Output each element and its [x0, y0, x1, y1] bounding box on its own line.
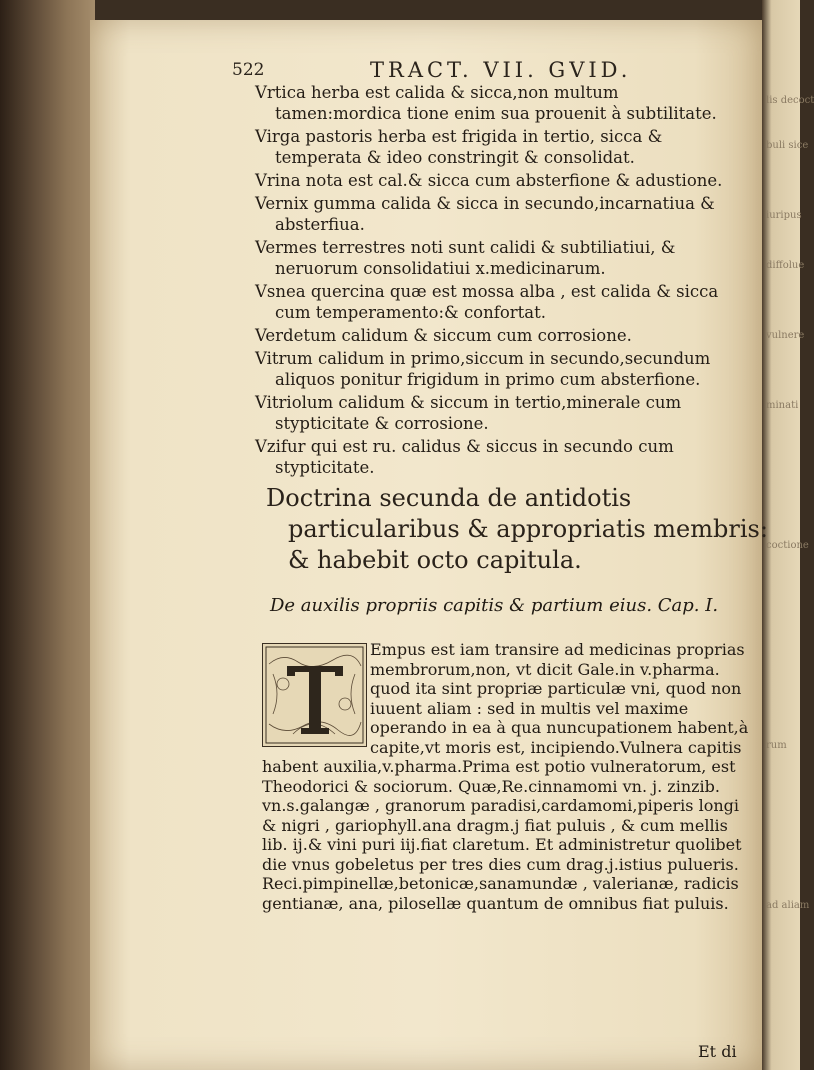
entry-verdetum: Verdetum calidum & siccum cum corrosione.	[255, 326, 632, 345]
entry-list	[255, 82, 750, 480]
catchword: Et di	[698, 1042, 737, 1061]
entry-usnea: Vsnea quercina quæ est mossa alba , est calida & sicca cum temperamento:& confortat.	[255, 282, 719, 322]
entry-urina: Vrina nota est cal.& sicca cum absterfione & adustione.	[255, 171, 723, 190]
facing-page-edge: lis decoct buli sice iuripus diffolue vulnere minati coctione rum ad aliam	[762, 0, 800, 1070]
section-heading: Doctrina secunda de antidotis particularibus & appropriatis membris: & habebit octo capitula.	[266, 484, 768, 574]
entry-vitrum: Vitrum calidum in primo,siccum in secundo,secundum aliquos ponitur frigidum in primo cum absterfione.	[255, 349, 711, 389]
entry-vitriolum: Vitriolum calidum & siccum in tertio,minerale cum stypticitate & corrosione.	[255, 393, 682, 433]
entry-uzifur: Vzifur qui est ru. calidus & siccus in secundo cum stypticitate.	[255, 437, 674, 477]
book-binding	[0, 0, 95, 1070]
entry-urtica: Vrtica herba est calida & sicca,non multum tamen:mordica tione enim sua prouenit à subtilitate.	[255, 83, 717, 123]
initial-space	[262, 640, 370, 744]
page-number: 522	[232, 60, 265, 80]
entry-vernix: Vernix gumma calida & sicca in secundo,incarnatiua & absterfiua.	[255, 194, 715, 234]
entry-virga-pastoris: Virga pastoris herba est frigida in tertio, sicca & temperata & ideo constringit & consolidat.	[255, 127, 663, 167]
chapter-title: De auxilis propriis capitis & partium eius. Cap. I.	[270, 595, 719, 616]
chapter-body-text: Empus est iam transire ad medicinas proprias membrorum,non, vt dicit Gale.in v.pharma. quod ita sint propriæ particulæ vni, quod non iuuent aliam : sed in multis vel maxime operando in ea à qua nuncupationem habent,à capite,vt moris est, incipiendo.Vulnera capitis habent auxilia,v.pharma.Prima est potio vulneratorum, est Theodorici & sociorum. Quæ,Re.cinnamomi vn. j. zinzib. vn.s.galangæ , granorum paradisi,cardamomi,piperis longi & nigri , gariophyll.ana dragm.j fiat puluis , & cum mellis lib. ij.& vini puri iij.fiat claretum. Et administretur quolibet die vnus gobeletus per tres dies cum drag.j.istius pulueris. Reci.pimpinellæ,betonicæ,sanamundæ , valerianæ, radicis gentianæ, ana, pilosellæ quantum de omnibus fiat puluis.	[262, 640, 749, 913]
entry-vermes: Vermes terrestres noti sunt calidi & subtiliatiui, & neruorum consolidatiui x.medicinarum.	[255, 238, 676, 278]
running-head: TRACT. VII. GVID.	[370, 58, 632, 82]
chapter-body	[262, 640, 750, 913]
